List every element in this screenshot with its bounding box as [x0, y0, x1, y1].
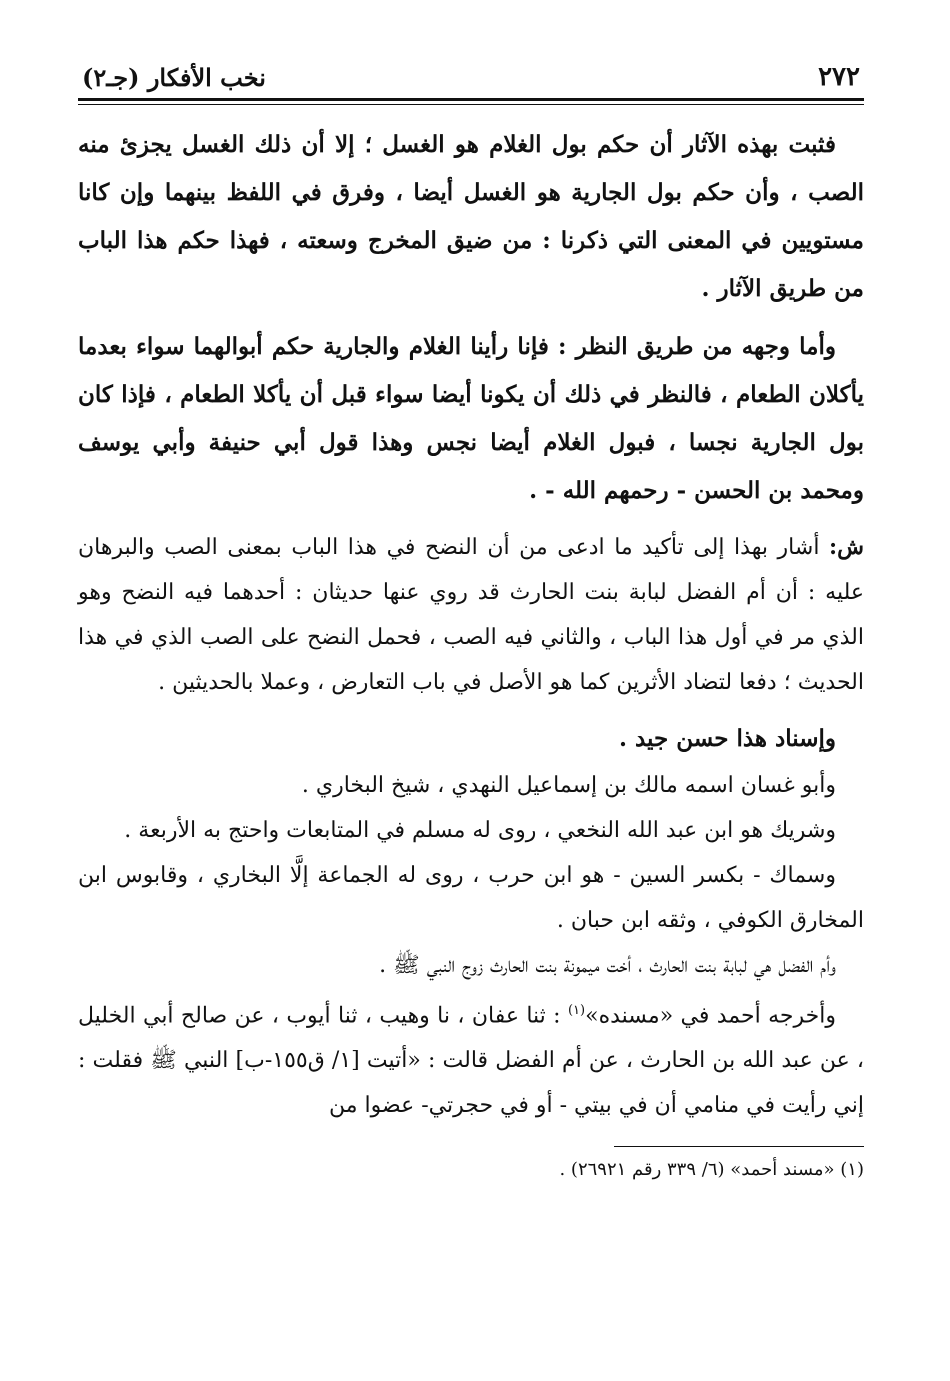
footnote: (١) «مسند أحمد» (٦/ ٣٣٩ رقم ٢٦٩٢١) . — [559, 1159, 864, 1181]
commentary-label: ش: — [829, 534, 864, 560]
paragraph-ahmad-takhrij — [78, 988, 864, 1128]
paragraph-athar-conclusion: فثبت بهذه الآثار أن حكم بول الغلام هو الغسل ؛ إلا أن ذلك الغسل يجزئ منه الصب ، وأن حكم بول الجارية هو الغسل أيضا ، وفرق في اللفظ بينهما وإن كانا مستويين في المعنى التي ذكرنا : من ضيق المخرج وسعته ، فهذا حكم هذا الباب من طريق الآثار . — [78, 131, 864, 302]
running-title: نخب الأفكار (جـ٢) — [82, 63, 266, 92]
header-rule-thick — [78, 98, 864, 101]
paragraph-commentary — [78, 525, 864, 705]
takhrij-text-a: وأخرجه أحمد في «مسنده» — [585, 1003, 836, 1029]
paragraph-isnad: وإسناد هذا حسن جيد . — [618, 725, 836, 752]
paragraph-simak: وسماك - بكسر السين - هو ابن حرب ، روى له الجماعة إلَّا البخاري ، وقابوس ابن المخارق الكوفي ، وثقه ابن حبان . — [78, 863, 864, 933]
commentary-text: أشار بهذا إلى تأكيد ما ادعى من أن النضح في هذا الباب بمعنى الصب والبرهان عليه : أن أم الفضل لبابة بنت الحارث قد روي عنها حديثان : أحدهما فيه النضح وهو الذي مر في أول هذا الباب ، والثاني فيه الصب ، فحمل النضح على الصب الذي في هذا الحديث ؛ دفعا لتضاد الأثرين كما هو الأصل في باب التعارض ، وعملا بالحديثين . — [78, 535, 864, 695]
footnote-separator — [614, 1146, 864, 1147]
paragraph-umm-al-fadl: وأم الفضل هي لبابة بنت الحارث ، أخت ميمونة بنت الحارث زوج النبي ﷺ . — [379, 953, 836, 978]
paragraph-sharik: وشريك هو ابن عبد الله النخعي ، روى له مسلم في المتابعات واحتج به الأربعة . — [124, 818, 836, 843]
header-rule-thin — [78, 104, 864, 105]
footnote-reference: (١) — [567, 1003, 586, 1018]
page-number: ٢٧٢ — [818, 62, 860, 92]
paragraph-nazar: وأما وجهه من طريق النظر : فإنا رأينا الغلام والجارية حكم أبوالهما سواء بعدما يأكلان الطعام ، فالنظر في ذلك أن يكونا أيضا سواء قبل أن يأكلا الطعام ، فإذا كان بول الجارية نجسا ، فبول الغلام أيضا نجس وهذا قول أبي حنيفة وأبي يوسف ومحمد بن الحسن - رحمهم الله - . — [78, 333, 864, 504]
book-page — [78, 52, 864, 1185]
paragraph-abu-ghassan: وأبو غسان اسمه مالك بن إسماعيل النهدي ، شيخ البخاري . — [301, 773, 836, 798]
page-body — [78, 121, 864, 1128]
page-header — [78, 52, 864, 98]
takhrij-text-b: : ثنا عفان ، نا وهيب ، ثنا أيوب ، عن صالح أبي الخليل ، عن عبد الله بن الحارث ، عن أم الفضل قالت : «أتيت [١/ ق١٥٥-ب] النبي ﷺ فقلت : إني رأيت في منامي أن في بيتي - أو في حجرتي- عضوا من — [78, 1003, 864, 1119]
